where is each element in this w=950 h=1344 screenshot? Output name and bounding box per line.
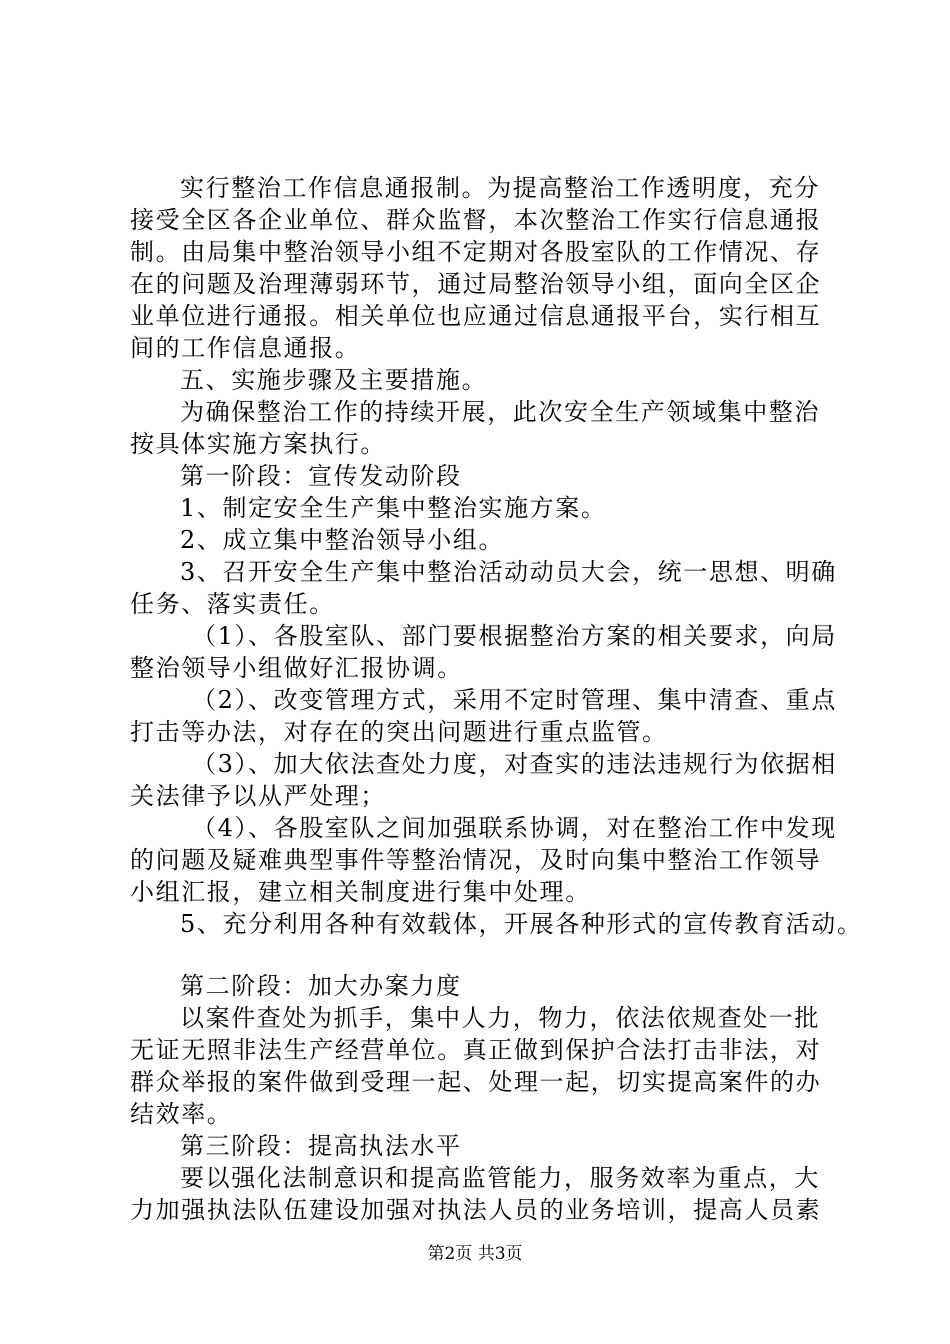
blank-line: [130, 940, 850, 970]
list-item: 1、制定安全生产集中整治实施方案。: [180, 494, 607, 522]
list-item: 2、成立集中整治领导小组。: [180, 526, 505, 554]
paragraph-line: 力加强执法队伍建设加强对执法人员的业务培训，提高人员素: [130, 1196, 822, 1224]
sub-list-item-continuation: 的问题及疑难典型事件等整治情况，及时向集中整治工作领导: [130, 846, 822, 874]
paragraph-line: 群众举报的案件做到受理一起、处理一起，切实提高案件的办: [130, 1068, 822, 1096]
paragraph-line: 接受全区各企业单位、群众监督，本次整治工作实行信息通报: [130, 206, 822, 234]
sub-list-item: （3）、加大依法查处力度，对查实的违法违规行为依据相: [192, 750, 837, 778]
sub-list-item-continuation: 打击等办法，对存在的突出问题进行重点监管。: [130, 718, 668, 746]
paragraph-line: 间的工作信息通报。: [130, 334, 361, 362]
paragraph-line: 业单位进行通报。相关单位也应通过信息通报平台，实行相互: [130, 302, 822, 330]
paragraph-line: 无证无照非法生产经营单位。真正做到保护合法打击非法，对: [130, 1036, 822, 1064]
sub-list-item-continuation: 整治领导小组做好汇报协调。: [130, 654, 463, 682]
paragraph-line: 制。由局集中整治领导小组不定期对各股室队的工作情况、存: [130, 238, 822, 266]
paragraph-line: 实行整治工作信息通报制。为提高整治工作透明度，充分: [180, 174, 820, 202]
stage-heading: 第二阶段：加大办案力度: [180, 972, 462, 1000]
paragraph-line: 为确保整治工作的持续开展，此次安全生产领域集中整治: [180, 398, 820, 426]
list-item: 3、召开安全生产集中整治活动动员大会，统一思想、明确: [180, 558, 837, 586]
document-body: [130, 172, 863, 1226]
paragraph-line: 在的问题及治理薄弱环节，通过局整治领导小组，面向全区企: [130, 270, 822, 298]
paragraph-line: 按具体实施方案执行。: [130, 430, 386, 458]
sub-list-item-continuation: 小组汇报，建立相关制度进行集中处理。: [130, 878, 591, 906]
section-heading: 五、实施步骤及主要措施。: [180, 366, 488, 394]
list-item-continuation: 任务、落实责任。: [130, 590, 335, 618]
paragraph-line: 以案件查处为抓手，集中人力，物力，依法依规查处一批: [180, 1004, 820, 1032]
sub-list-item: （1）、各股室队、部门要根据整治方案的相关要求，向局: [192, 622, 837, 650]
page-number-footer: 第2页 共3页: [427, 1244, 523, 1264]
list-item: 5、充分利用各种有效载体，开展各种形式的宣传教育活动。: [180, 910, 863, 938]
sub-list-item-continuation: 关法律予以从严处理；: [130, 782, 386, 810]
stage-heading: 第一阶段：宣传发动阶段: [180, 462, 462, 490]
sub-list-item: （2）、改变管理方式，采用不定时管理、集中清查、重点: [192, 686, 837, 714]
paragraph-line: 结效率。: [130, 1100, 233, 1128]
sub-list-item: （4）、各股室队之间加强联系协调，对在整治工作中发现: [192, 814, 837, 842]
paragraph-line: 要以强化法制意识和提高监管能力，服务效率为重点，大: [180, 1164, 820, 1192]
stage-heading: 第三阶段：提高执法水平: [180, 1132, 462, 1160]
